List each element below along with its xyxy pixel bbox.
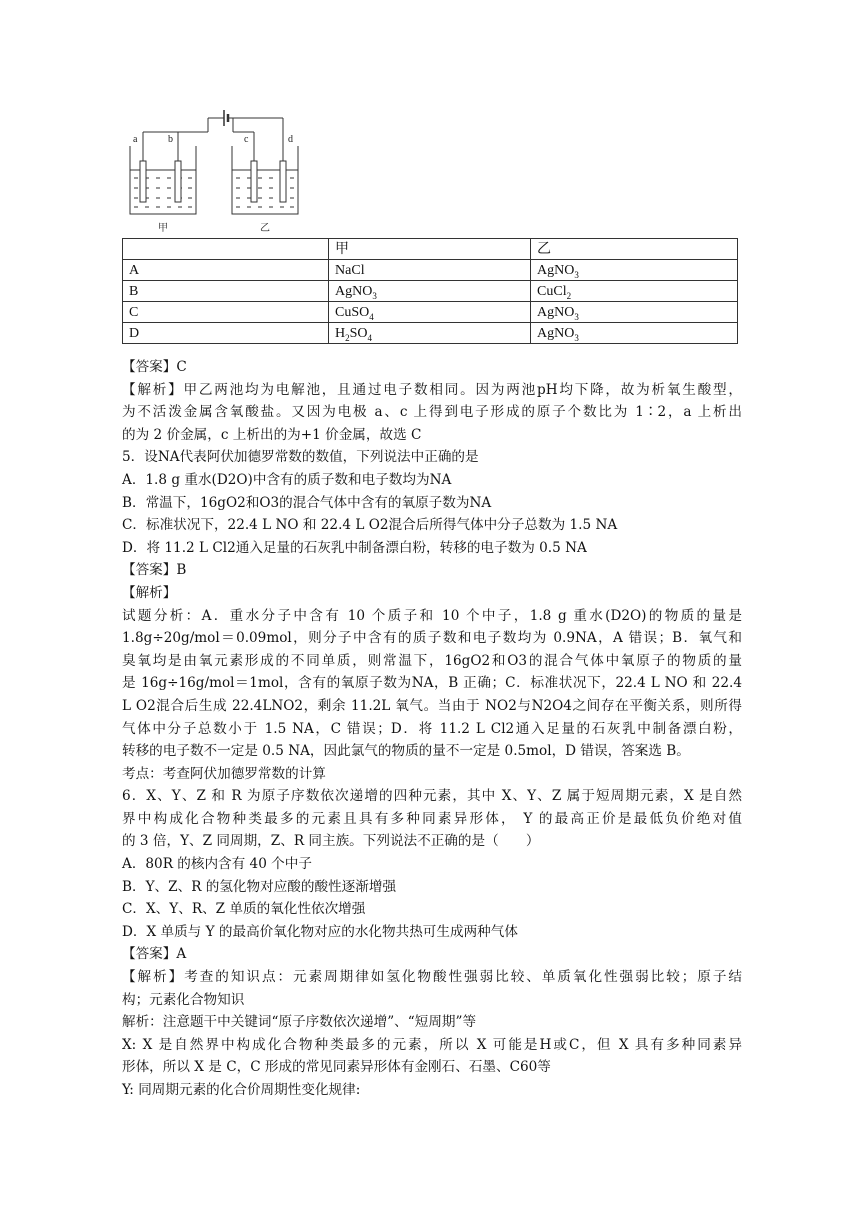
text-line: 为不活泼金属含氧酸盐。又因为电极 a、c 上得到电子形成的原子个数比为 1∶2，a 上析出: [122, 404, 742, 421]
table-row: [123, 281, 738, 302]
cell-label-yi: 乙: [260, 223, 270, 234]
table-row: [123, 323, 738, 344]
text-line: 转移的电子数不一定是 0.5 NA，因此氯气的物质的量不一定是 0.5mol，D 错误，答案选 B。: [122, 743, 690, 760]
question-option: B．Y、Z、R 的氢化物对应酸的酸性逐渐增强: [122, 878, 397, 895]
text-line: 【解析】甲乙两池均为电解池，且通过电子数相同。因为两池pH均下降，故为析氧生酸型，: [122, 381, 742, 398]
electrode-label-a: a: [133, 134, 138, 145]
text-line: 试题分析：A．重水分子中含有 10 个质子和 10 个中子，1.8 g 重水(D2O)的物质的量是: [122, 607, 742, 624]
table-cell: AgNO$_3$: [329, 281, 531, 302]
text-line: 解析：注意题干中关键词“原子序数依次递增”、“短周期”等: [122, 1014, 477, 1031]
table-row: [123, 239, 738, 260]
text-line: L O2混合后生成 22.4LNO2，剩余 11.2L 氧气。当由于 NO2与N2O4之间存在平衡关系，则所得: [122, 697, 742, 714]
table-row: [123, 260, 738, 281]
text-line: 考点：考查阿伏加德罗常数的计算: [122, 765, 326, 782]
text-line: 构；元素化合物知识: [122, 991, 245, 1008]
text-line: 气体中分子总数小于 1.5 NA，C 错误；D．将 11.2 L Cl2通入足量的石灰乳中制备漂白粉，: [122, 720, 742, 737]
question-option: D．将 11.2 L Cl2通入足量的石灰乳中制备漂白粉，转移的电子数为 0.5 NA: [122, 539, 587, 556]
text-line: 界中构成化合物种类最多的元素且具有多种同素异形体， Y 的最高正价是最低负价绝对值: [122, 810, 742, 827]
question-option: C．标准状况下，22.4 L NO 和 22.4 L O2混合后所得气体中分子总数为 1.5 NA: [122, 517, 618, 534]
text-line: 1.8g÷20g/mol＝0.09mol，则分子中含有的质子数和电子数均为 0.9NA，A 错误；B．氧气和: [122, 630, 742, 647]
table-cell: $H_2SO_4$: [329, 323, 531, 344]
question-option: B．常温下，16gO2和O3的混合气体中含有的氧原子数为NA: [122, 494, 492, 511]
text-line: 的为 2 价金属，c 上析出的为+1 价金属，故选 C: [122, 426, 422, 443]
question-option: A．80R 的核内含有 40 个中子: [122, 856, 312, 873]
table-cell: NaCl: [329, 260, 531, 281]
table-cell: 甲: [329, 239, 531, 260]
table-cell: [123, 239, 329, 260]
table-cell: B: [123, 281, 329, 302]
table-cell: CuCl$_2$: [531, 281, 738, 302]
text-line: 形体，所以 X 是 C，C 形成的常见同素异形体有金刚石、石墨、C60等: [122, 1059, 551, 1076]
electrode-label-c: c: [244, 134, 249, 145]
text-line: 的 3 倍，Y、Z 同周期，Z、R 同主族。下列说法不正确的是（ ）: [122, 833, 540, 850]
electrode-label-d: d: [288, 134, 293, 145]
electrode-label-b: b: [168, 134, 173, 145]
table-cell: A: [123, 260, 329, 281]
question-5-stem: 5．设NA代表阿伏加德罗常数的数值，下列说法中正确的是: [122, 449, 479, 466]
text-line: 【解析】: [122, 584, 177, 601]
text-line: 臭氧均是由氧元素形成的不同单质，则常温下，16gO2和O3的混合气体中氧原子的物质的量: [122, 652, 742, 669]
text-line: 是 16g÷16g/mol＝1mol，含有的氧原子数为NA，B 正确；C．标准状况下，22.4 L NO 和 22.4: [122, 675, 742, 692]
question-6-stem: 6．X、Y、Z 和 R 为原子序数依次递增的四种元素，其中 X、Y、Z 属于短周期元素，X 是自然: [122, 788, 742, 805]
table-row: [123, 302, 738, 323]
table-cell: D: [123, 323, 329, 344]
answer-line: 【答案】B: [122, 562, 187, 579]
answer-line: 【答案】A: [122, 946, 187, 963]
table-cell: AgNO$_3$: [531, 323, 738, 344]
table-cell: AgNO$_3$: [531, 302, 738, 323]
table-cell: 乙: [531, 239, 738, 260]
cell-label-jia: 甲: [158, 223, 168, 234]
table-cell: CuSO$_4$: [329, 302, 531, 323]
table-cell: AgNO$_3$: [531, 260, 738, 281]
text-line: X: X 是自然界中构成化合物种类最多的元素，所以 X 可能是H或C，但 X 具有多种同素异: [122, 1036, 742, 1053]
options-table: [122, 238, 738, 344]
question-option: A．1.8 g 重水(D2O)中含有的质子数和电子数均为NA: [122, 471, 452, 488]
text-line: 【解析】考查的知识点：元素周期律如氢化物酸性强弱比较、单质氧化性强弱比较；原子结: [122, 969, 742, 986]
electrolysis-apparatus-figure: [118, 104, 318, 240]
document-body-text: [122, 356, 742, 1102]
question-option: C．X、Y、R、Z 单质的氧化性依次增强: [122, 901, 366, 918]
table-cell: C: [123, 302, 329, 323]
answer-line: 【答案】C: [122, 359, 187, 375]
text-line: Y: 同周期元素的化合价周期性变化规律:: [122, 1082, 361, 1098]
question-option: D．X 单质与 Y 的最高价氧化物对应的水化物共热可生成两种气体: [122, 923, 518, 940]
